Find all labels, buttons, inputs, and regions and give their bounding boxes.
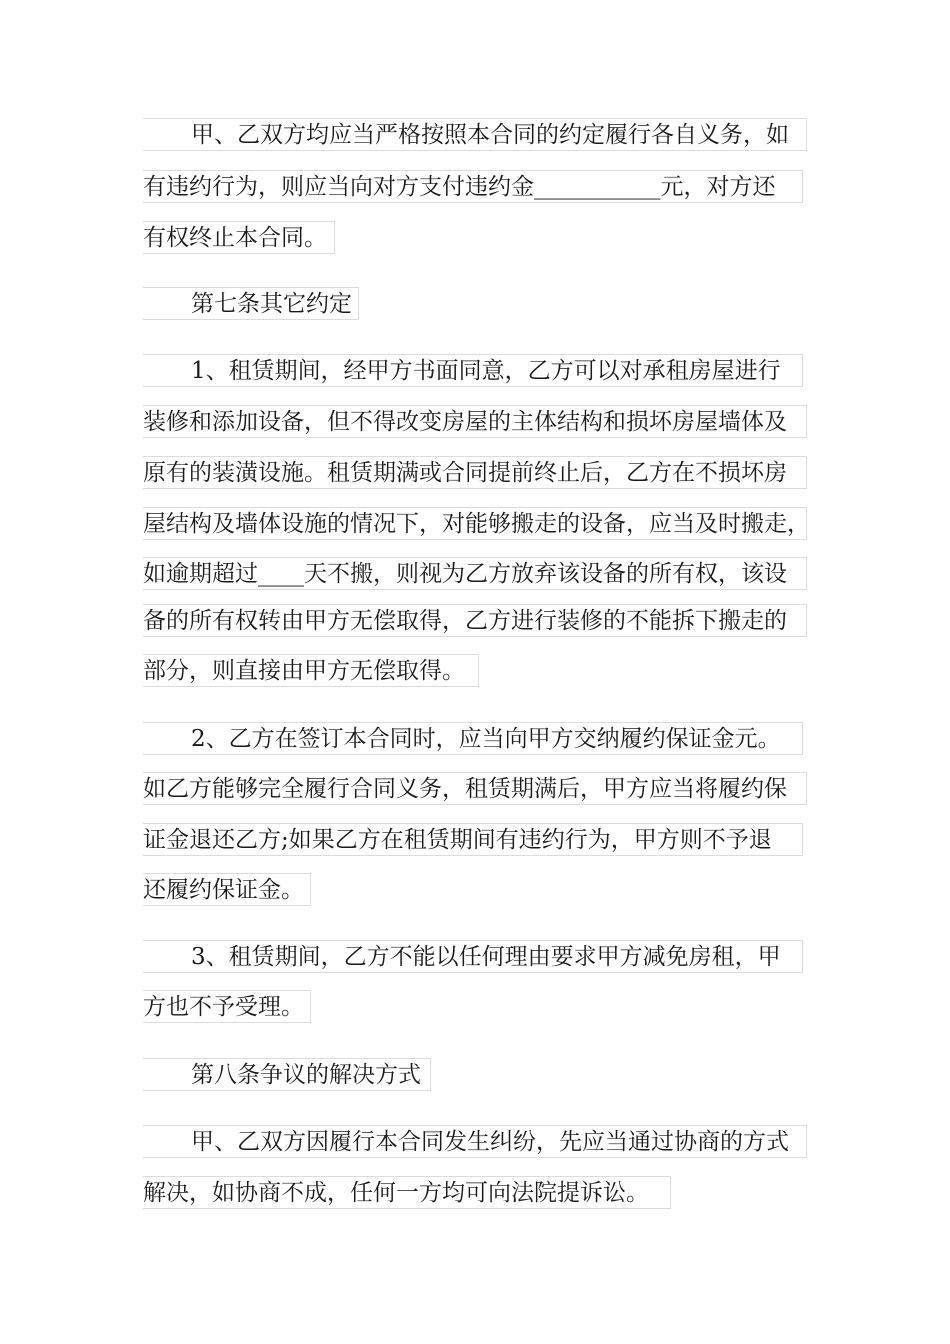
- clause-6-line-1: 甲、乙双方均应当严格按照本合同的约定履行各自义务，如: [143, 118, 807, 151]
- article-7-item-2-line-1: 2、乙方在签订本合同时，应当向甲方交纳履约保证金元。: [143, 722, 803, 755]
- article-7-item-2-line-3: 证金退还乙方;如果乙方在租赁期间有违约行为，甲方则不予退: [143, 823, 803, 856]
- article-7-item-3-line-2: 方也不予受理。: [143, 990, 311, 1023]
- article-7-item-1-line-5: 如逾期超过____天不搬，则视为乙方放弃该设备的所有权，该设: [143, 557, 807, 590]
- article-7-item-1-line-6: 备的所有权转由甲方无偿取得，乙方进行装修的不能拆下搬走的: [143, 604, 807, 637]
- article-7-heading: 第七条其它约定: [143, 287, 359, 320]
- clause-6-line-2: 有违约行为，则应当向对方支付违约金___________元，对方还: [143, 170, 803, 203]
- article-7-item-1-line-7: 部分，则直接由甲方无偿取得。: [143, 654, 479, 687]
- article-8-line-1: 甲、乙双方因履行本合同发生纠纷，先应当通过协商的方式: [143, 1125, 807, 1158]
- article-7-item-1-line-4: 屋结构及墙体设施的情况下，对能够搬走的设备，应当及时搬走，: [143, 507, 807, 540]
- article-7-item-1-line-1: 1、租赁期间，经甲方书面同意，乙方可以对承租房屋进行: [143, 354, 803, 387]
- article-7-item-1-line-3: 原有的装潢设施。租赁期满或合同提前终止后，乙方在不损坏房: [143, 456, 807, 489]
- clause-6-line-3: 有权终止本合同。: [143, 221, 335, 254]
- article-7-item-2-line-4: 还履约保证金。: [143, 873, 311, 906]
- article-8-heading: 第八条争议的解决方式: [143, 1058, 431, 1091]
- article-7-item-1-line-2: 装修和添加设备，但不得改变房屋的主体结构和损坏房屋墙体及: [143, 405, 807, 438]
- article-7-item-2-line-2: 如乙方能够完全履行合同义务，租赁期满后，甲方应当将履约保: [143, 772, 807, 805]
- article-8-line-2: 解决，如协商不成，任何一方均可向法院提诉讼。: [143, 1176, 671, 1209]
- article-7-item-3-line-1: 3、租赁期间，乙方不能以任何理由要求甲方减免房租，甲: [143, 940, 803, 973]
